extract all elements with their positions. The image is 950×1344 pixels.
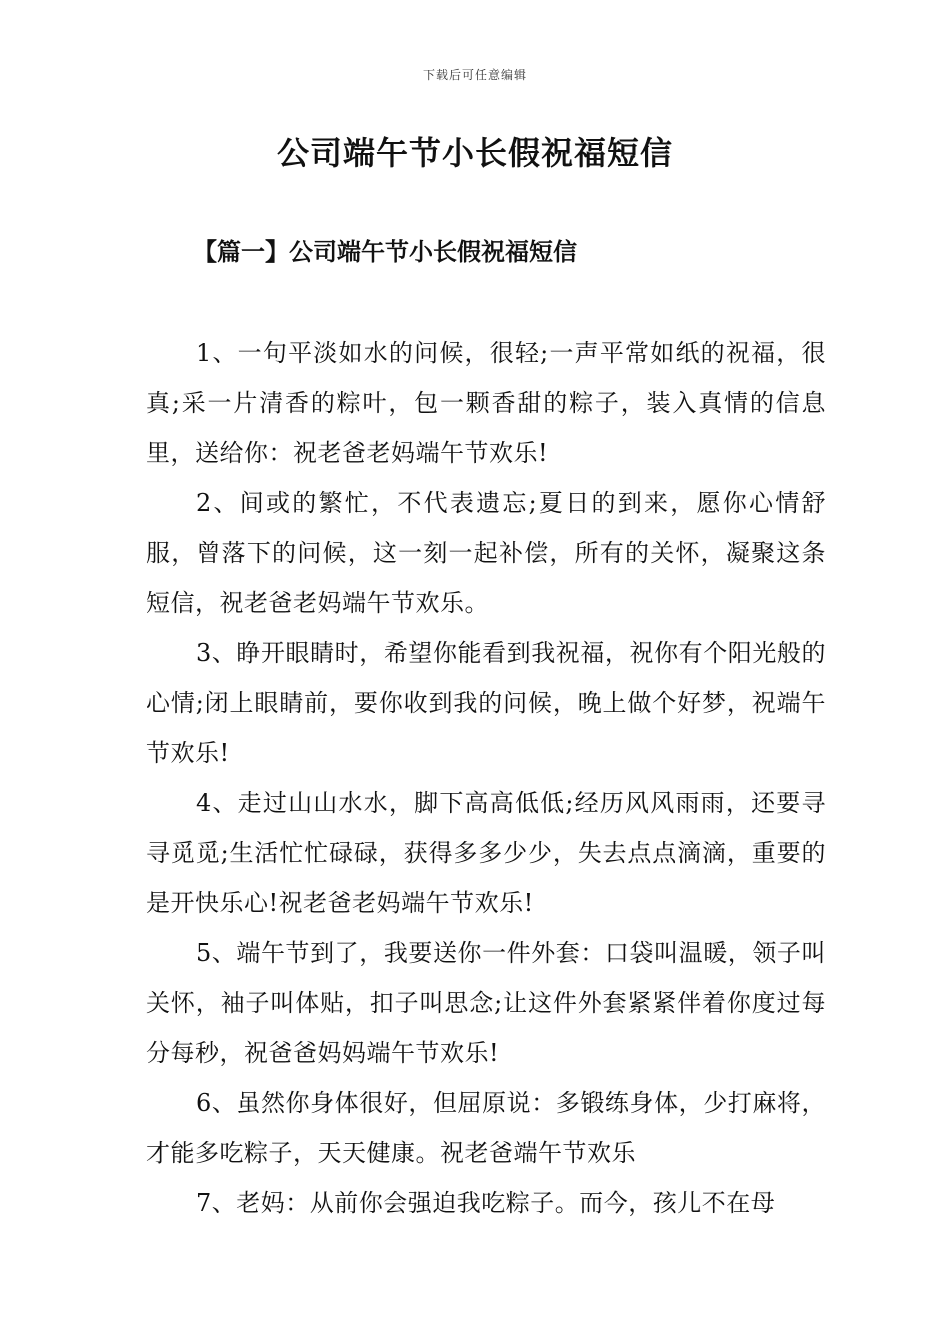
paragraph-5: 5、端午节到了，我要送你一件外套：口袋叫温暖，领子叫关怀，袖子叫体贴，扣子叫思念;让这件外套紧紧伴着你度过每分每秒，祝爸爸妈妈端午节欢乐! [146,939,826,1067]
paragraph-2: 2、间或的繁忙，不代表遗忘;夏日的到来，愿你心情舒服，曾落下的问候，这一刻一起补偿，所有的关怀，凝聚这条短信，祝老爸老妈端午节欢乐。 [146,489,826,617]
document-body [146,328,826,1228]
paragraph-1: 1、一句平淡如水的问候，很轻;一声平常如纸的祝福，很真;采一片清香的粽叶，包一颗香甜的粽子，装入真情的信息里，送给你：祝老爸老妈端午节欢乐! [146,339,826,467]
paragraph-6: 6、虽然你身体很好，但屈原说：多锻练身体，少打麻将，才能多吃粽子，天天健康。祝老爸端午节欢乐 [146,1089,826,1167]
paragraph-4: 4、走过山山水水，脚下高高低低;经历风风雨雨，还要寻寻觅觅;生活忙忙碌碌，获得多多少少，失去点点滴滴，重要的是开快乐心!祝老爸老妈端午节欢乐! [146,789,826,917]
document-title: 公司端午节小长假祝福短信 [276,134,673,172]
section-heading: 【篇一】公司端午节小长假祝福短信 [193,237,577,266]
paragraph-7: 7、老妈：从前你会强迫我吃粽子。而今，孩儿不在母 [196,1189,776,1217]
paragraph-3: 3、睁开眼睛时，希望你能看到我祝福，祝你有个阳光般的心情;闭上眼睛前，要你收到我的问候，晚上做个好梦，祝端午节欢乐! [146,639,826,767]
header-note: 下载后可任意编辑 [422,68,527,82]
